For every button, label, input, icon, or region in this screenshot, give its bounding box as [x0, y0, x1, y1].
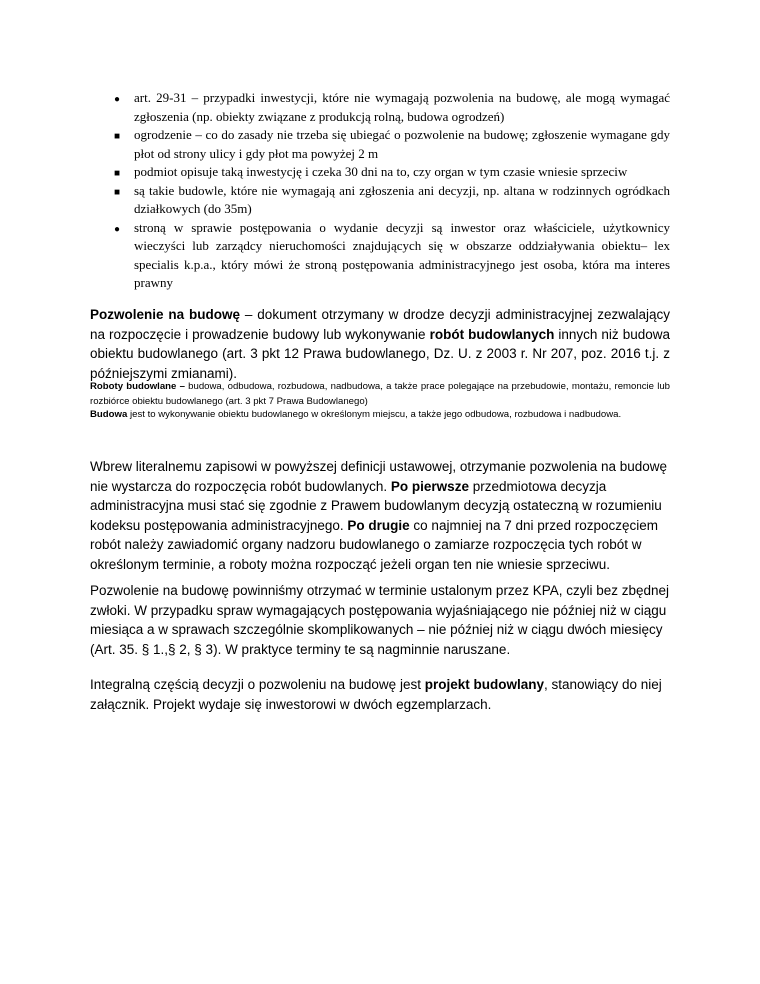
bullet-dot-icon — [110, 89, 124, 110]
paragraph-deadlines: Pozwolenie na budowę powinniśmy otrzymać w terminie ustalonym przez KPA, czyli bez zbędnej zwłoki. W przypadku spraw wymagających postępowania wyjaśniającego nie później niż w ciągu miesiąca a w sprawach szczególnie skomplikowanych – nie później niż w ciągu dwóch miesięcy (Art. 35. § 1.,§ 2, § 3). W praktyce terminy te są nagminnie naruszane. — [90, 583, 670, 657]
para3-text-2: , stanowiący do niej załącznik. Projekt wydaje się inwestorowi w dwóch egzemplarzach. — [90, 677, 662, 712]
bullet-text: są takie budowle, które nie wymagają ani zgłoszenia ani decyzji, np. altana w rodzinnych ogródkach działkowych (do 35m) — [134, 182, 670, 216]
list-item — [110, 182, 670, 219]
para1-text: Wbrew literalnemu zapisowi w powyższej definicji ustawowej, otrzymanie pozwolenia na budowę nie wystarcza do rozpoczęcia robót budowlanych. — [90, 459, 668, 494]
budowa-term: Budowa — [90, 409, 128, 420]
para3-text: Integralną częścią decyzji o pozwoleniu na budowę jest — [90, 677, 425, 692]
bullet-text: ogrodzenie – co do zasady nie trzeba się ubiegać o pozwolenie na budowę; zgłoszenie wymagane gdy płot od strony ulicy i gdy płot ma powyżej 2 m — [134, 127, 670, 161]
paragraph-project — [90, 675, 670, 714]
bullet-text: podmiot opisuje taką inwestycję i czeka 30 dni na to, czy organ w tym czasie wniesie sprzeciw — [134, 164, 628, 179]
definition-paragraph — [90, 305, 670, 383]
para1-bold-second: Po drugie — [347, 517, 410, 533]
bullet-text: stroną w sprawie postępowania o wydanie decyzji są inwestor oraz właściciele, użytkownicy wieczyści lub zarządcy nieruchomości znajdujących się w obszarze oddziaływania obiektu– lex specialis k.p.a., który mówi że stroną postępowania administracyjnego jest osoba, która ma interes prawny — [134, 219, 670, 290]
definition-text-end: innych niż budowa obiektu budowlanego (art. 3 pkt 12 Prawa budowlanego, Dz. U. z 2003 r. Nr 207, poz. 2016 t.j. z późniejszymi zmianami). — [90, 326, 670, 381]
definition-text: – dokument otrzymany w drodze decyzji administracyjnej zezwalający na rozpoczęcie i prowadzenie budowy lub wykonywanie — [90, 307, 670, 342]
budowa-text: jest to wykonywanie obiektu budowlanego w określonym miejscu, a także jego odbudowa, rozbudowa i nadbudowa. — [127, 409, 622, 420]
para1-text-3: co najmniej na 7 dni przed rozpoczęciem robót należy zawiadomić organy nadzoru budowlanego o zamiarze rozpoczęcia tych robót w określonym terminie, a roboty można rozpocząć jeżeli organ ten nie wniesie sprzeciwu. — [90, 517, 659, 572]
definition-bold-term: robót budowlanych — [429, 326, 555, 342]
list-item — [110, 126, 670, 163]
list-item — [110, 89, 670, 126]
roboty-definition — [90, 380, 670, 410]
paragraph-requirements — [90, 457, 670, 575]
roboty-text: budowa, odbudowa, rozbudowa, nadbudowa, a także prace polegające na przebudowie, montażu, remoncie lub rozbiórce obiektu budowlanego (art. 3 pkt 7 Prawa Budowlanego) — [90, 381, 671, 407]
bullet-list — [110, 89, 670, 293]
bullet-square-icon — [110, 163, 124, 184]
para1-text-2: przedmiotowa decyzja administracyjna musi stać się zgodnie z Prawem budowlanym decyzją ostateczną w rozumieniu kodeksu postępowania administracyjnego. — [90, 478, 662, 533]
bullet-dot-icon — [110, 219, 124, 240]
list-item — [110, 219, 670, 293]
para1-bold-first: Po pierwsze — [390, 478, 469, 494]
budowa-definition — [90, 408, 670, 423]
roboty-term: Roboty budowlane – — [90, 381, 185, 392]
list-item — [110, 163, 670, 182]
bullet-square-icon — [110, 182, 124, 203]
bullet-square-icon — [110, 126, 124, 147]
definition-term: Pozwolenie na budowę — [90, 307, 241, 322]
bullet-text: art. 29-31 – przypadki inwestycji, które nie wymagają pozwolenia na budowę, ale mogą wymagać zgłoszenia (np. obiekty związane z produkcją rolną, budowa ogrodzeń) — [134, 90, 670, 124]
para3-bold: projekt budowlany — [424, 677, 544, 692]
